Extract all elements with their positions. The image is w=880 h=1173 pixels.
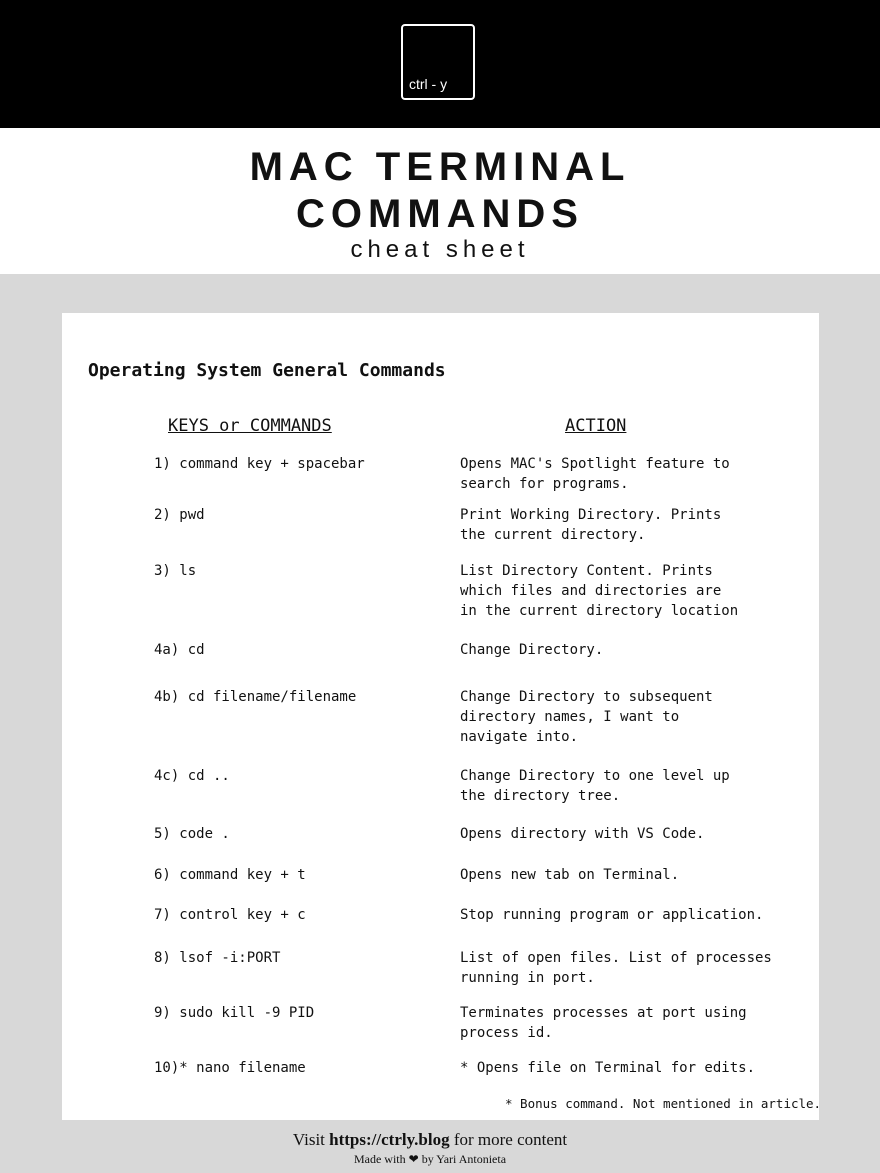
column-header-action: ACTION — [565, 416, 627, 436]
command-text: 4c) cd .. — [154, 768, 230, 784]
column-header-keys: KEYS or COMMANDS — [168, 416, 332, 436]
heart-icon: ❤ — [408, 1152, 419, 1166]
cheat-sheet-card — [62, 313, 822, 1120]
action-text: Opens directory with VS Code. — [460, 826, 705, 842]
command-text: 8) lsof -i:PORT — [154, 950, 281, 966]
action-text: Opens MAC's Spotlight feature to search for programs. — [460, 456, 730, 492]
command-text: 1) command key + spacebar — [154, 456, 365, 472]
action-text: Opens new tab on Terminal. — [460, 867, 680, 883]
logo — [401, 24, 475, 100]
command-text: 9) sudo kill -9 PID — [154, 1005, 315, 1021]
footer-credit-line — [0, 1152, 860, 1167]
bonus-note: * Bonus command. Not mentioned in article. — [505, 1096, 822, 1111]
footer-link[interactable]: https://ctrly.blog — [329, 1130, 450, 1149]
command-text: 4b) cd filename/filename — [154, 689, 357, 705]
page-title-line2: COMMANDS — [296, 192, 584, 236]
action-text: Print Working Directory. Prints the current directory. — [460, 507, 722, 543]
action-text: List of open files. List of processes running in port. — [460, 950, 772, 986]
logo-text: ctrl - y — [409, 76, 448, 92]
action-text: Change Directory. — [460, 642, 604, 658]
command-text: 6) command key + t — [154, 867, 306, 883]
action-text: Terminates processes at port using process id. — [460, 1005, 747, 1041]
command-text: 4a) cd — [154, 642, 205, 658]
command-text: 5) code . — [154, 826, 230, 842]
footer-visit-suffix: for more content — [453, 1130, 568, 1149]
action-text: Stop running program or application. — [460, 907, 764, 923]
command-text: 10)* nano filename — [154, 1060, 306, 1076]
page-subtitle: cheat sheet — [350, 236, 530, 263]
footer-made-suffix: by Yari Antonieta — [421, 1152, 507, 1166]
title-block — [0, 128, 880, 274]
footer-visit-line — [0, 1130, 860, 1150]
command-text: 3) ls — [154, 563, 197, 579]
action-text: Change Directory to subsequent directory names, I want to navigate into. — [460, 689, 713, 745]
footer-visit-prefix: Visit — [292, 1130, 325, 1149]
command-text: 2) pwd — [154, 507, 205, 523]
footer-made-prefix: Made with — [353, 1152, 406, 1166]
action-text: List Directory Content. Prints which files and directories are in the current directory location — [460, 563, 739, 619]
action-text: Change Directory to one level up the directory tree. — [460, 768, 730, 804]
header-bar — [0, 0, 880, 128]
action-text: * Opens file on Terminal for edits. — [460, 1060, 756, 1076]
command-text: 7) control key + c — [154, 907, 306, 923]
page-title-line1: MAC TERMINAL — [249, 145, 631, 189]
section-title: Operating System General Commands — [88, 360, 446, 381]
